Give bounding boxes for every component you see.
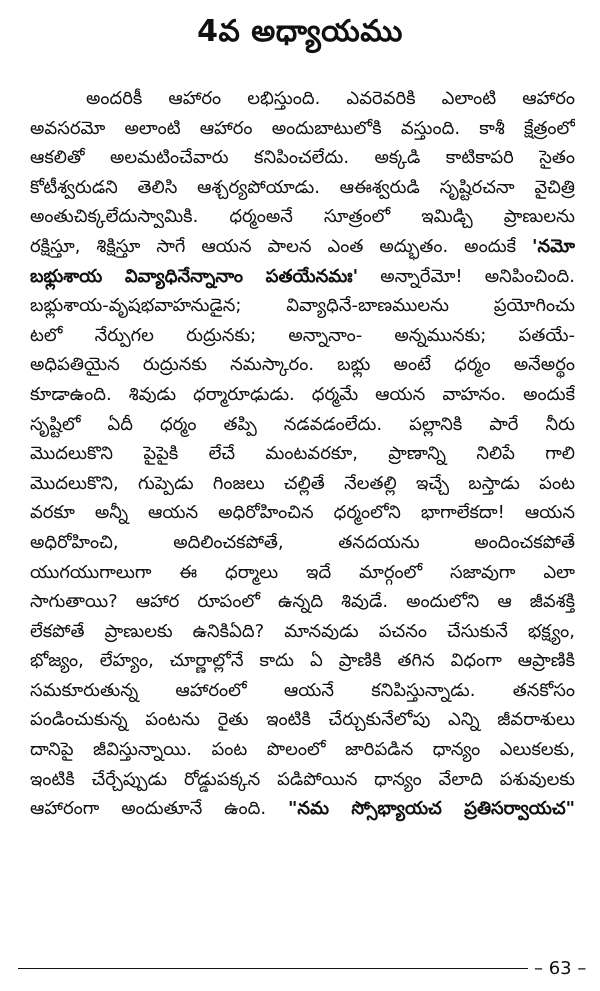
text-line <box>30 143 575 173</box>
text-segment: సాగుతాయి? ఆహార రూపంలో ఉన్నది శివుడే. అందులోని ఆ జీవశక్తి <box>30 591 575 613</box>
text-line <box>30 84 575 114</box>
text-line <box>30 765 575 795</box>
text-segment: అన్నారేమో! అనిపించింది. <box>358 265 575 287</box>
text-segment: ఇంటికి చేర్చేప్పుడు రోడ్డుపక్కన పడిపోయిన ధాన్యం వేలాది పశువులకు <box>30 768 575 790</box>
text-segment: పండించుకున్న పంటను రైతు ఇంటికి చేర్చుకునేలోపు ఎన్ని జీవరాశులు <box>30 709 575 731</box>
text-segment: టలో నేర్పుగల రుద్రునకు; అన్నానాం- అన్నమునకు; పతయే- <box>30 324 575 346</box>
text-line <box>30 439 575 469</box>
text-line <box>30 321 575 351</box>
text-line <box>30 232 575 262</box>
text-segment: లేకపోతే ప్రాణులకు ఉనికిఏది? మానవుడు పచనం చేసుకునే భక్ష్యం, <box>30 620 575 642</box>
text-segment: ఆహారంగా అందుతూనే ఉంది. <box>30 798 288 820</box>
text-line <box>30 646 575 676</box>
text-line <box>30 114 575 144</box>
text-line <box>30 291 575 321</box>
text-segment: అవసరమో అలాంటి ఆహారం అందుబాటులోకి వస్తుంది. కాశీ క్షేత్రంలో <box>30 117 575 139</box>
text-line <box>30 202 575 232</box>
text-line <box>30 380 575 410</box>
text-segment: మొదలుకొని, గుప్పెడు గింజలు చల్లితే నేలతల్లి ఇచ్చే బస్తాడు పంట <box>30 472 575 494</box>
page-number: – 63 – <box>534 958 587 979</box>
text-line <box>30 173 575 203</box>
text-segment: దానిపై జీవిస్తున్నాయి. పంట పొలంలో జారిపడిన ధాన్యం ఎలుకలకు, <box>30 739 575 761</box>
footer-rule <box>18 968 528 969</box>
body-paragraph <box>30 84 575 824</box>
text-segment: అధిపతియైన రుద్రునకు నమస్కారం. బభ్లు అంటే ధర్మం అనేఅర్థం <box>30 354 575 376</box>
text-line <box>30 410 575 440</box>
text-line <box>30 528 575 558</box>
text-line <box>30 350 575 380</box>
text-segment: బభ్లుశాయ-వృషభవాహనుడైన; వివ్యాధినే-బాణములను ప్రయోగించు <box>30 295 575 317</box>
text-segment: రక్షిస్తూ, శిక్షిస్తూ సాగే ఆయన పాలన ఎంత అద్భుతం. అందుకే <box>30 235 533 257</box>
text-segment: ఆకలితో అలమటించేవారు కనిపించలేదు. అక్కడి కాటికాపరి సైతం <box>30 147 575 169</box>
text-segment: అంతుచిక్కలేదుస్వామికి. ధర్మంఅనే సూత్రంలో ఇమిడ్చి ప్రాణులను <box>30 206 575 228</box>
text-segment: కోటీశ్వరుడని తెలిసి ఆశ్చర్యపోయాడు. ఆఈశ్వరుడి సృష్టిరచనా వైచిత్రి <box>30 176 575 198</box>
text-line <box>30 558 575 588</box>
text-segment: అందరికీ ఆహారం లభిస్తుంది. ఎవరెవరికి ఎలాంటి ఆహారం <box>86 88 575 109</box>
text-segment: అధిరోహించి, అదిలించకపోతే, తనదయను అందించకపోతే <box>30 531 575 553</box>
text-line <box>30 617 575 647</box>
text-line <box>30 705 575 735</box>
text-segment: కూడాఉంది. శివుడు ధర్మారూఢుడు. ధర్మమే ఆయన వాహనం. అందుకే <box>30 383 575 405</box>
text-line <box>30 587 575 617</box>
text-line <box>30 469 575 499</box>
mantra-text: బభ్లుశాయ వివ్యాధినేన్నానాం పతయేనమః' <box>30 265 359 287</box>
text-line <box>30 735 575 765</box>
text-segment: సృష్టిలో ఏదీ ధర్మం తప్పి నడవడంలేదు. పల్లానికి పారే నీరు <box>30 413 575 435</box>
text-line <box>30 498 575 528</box>
text-segment: యుగయుగాలుగా ఈ ధర్మాలు ఇదే మార్గంలో సజావుగా ఎలా <box>30 561 575 583</box>
mantra-text: "నమ స్సోభ్యాయచ ప్రతిసర్వాయచ" <box>287 798 575 820</box>
chapter-title: 4వ అధ్యాయము <box>197 14 403 49</box>
text-segment: వరకూ అన్నీ ఆయన అధిరోహించిన ధర్మంలోని భాగాలేకదా! ఆయన <box>30 502 575 524</box>
text-segment: మొదలుకొని పైపైకి లేచే మంటవరకూ, ప్రాణాన్ని నిలిపే గాలి <box>30 443 575 465</box>
text-line <box>30 794 575 824</box>
text-line <box>30 676 575 706</box>
mantra-text: 'నమో <box>532 235 575 257</box>
text-segment: భోజ్యం, లేహ్యం, చూర్ణాల్లోనే కాదు ఏ ప్రాణికి తగిన విధంగా ఆప్రాణికి <box>30 650 575 672</box>
text-segment: సమకూరుతున్న ఆహారంలో ఆయనే కనిపిస్తున్నాడు. తనకోసం <box>30 679 575 701</box>
text-line <box>30 262 575 292</box>
